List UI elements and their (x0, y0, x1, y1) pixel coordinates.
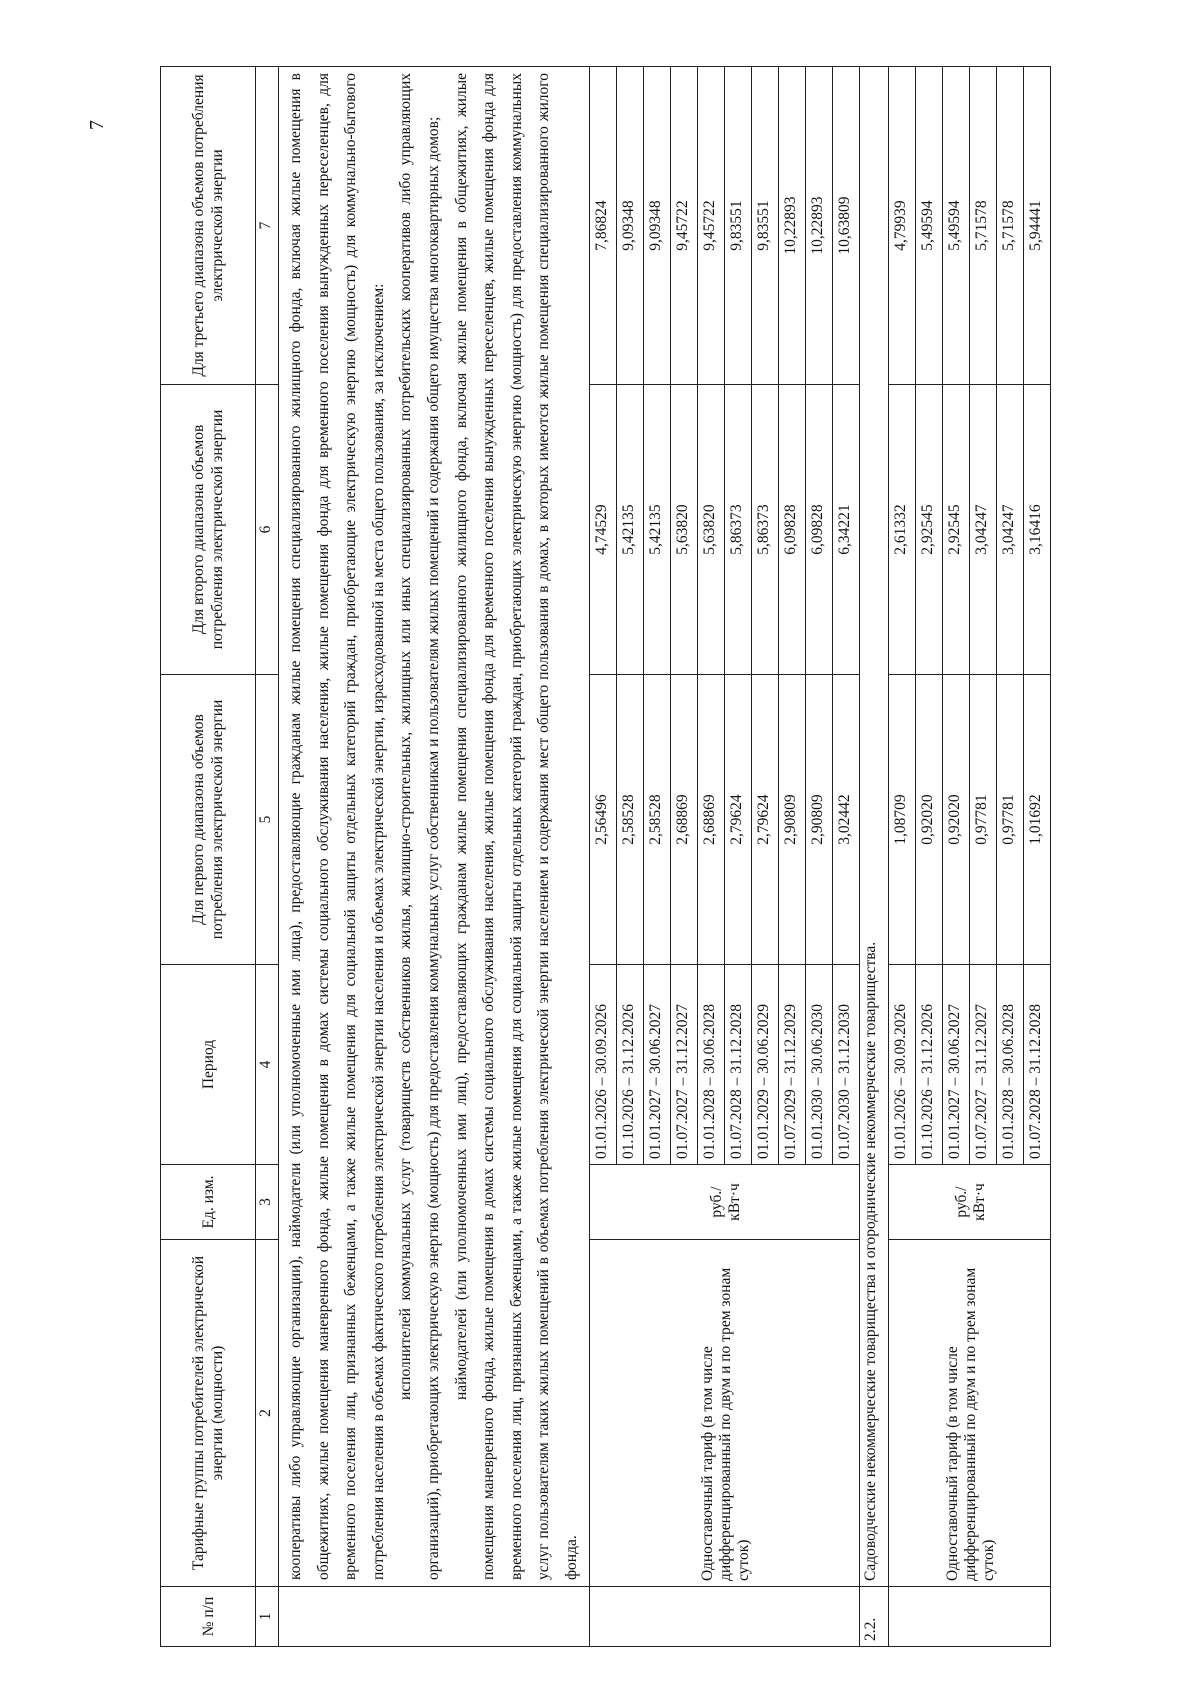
description-paragraph: наймодателей (или уполномоченных ими лиц), предоставляющих гражданам жилые помещения специализированного жилищного фонда, включая жилые помещения в общежитиях, жилые помещения маневренного фонда, жилые помещения в домах системы социального обслуживания населения, жилые помещения фонда для временного поселения вынужденных переселенцев, жилые помещения фонда для временного поселения лиц, признанных беженцами, а также жилые помещения для социальной защиты отдельных категорий граждан, приобретающих электрическую энергию (мощность) для предоставления коммунальных услуг пользователям таких жилых помещений в объемах потребления электрической энергии населением и содержания мест общего пользования в домах, в которых имеются жилые помещения специализированного жилого фонда. (452, 73, 580, 1580)
tariff-label: Одноставочный тариф (в том числе дифференцированный по двум и по трем зонам суток) (888, 1240, 1050, 1587)
description-paragraph: кооперативы либо управляющие организации), наймодатели (или уполномоченные ими лица), предоставляющие гражданам жилые помещения специализированного жилищного фонда, включая жилые помещения в общежитиях, жилые помещения маневренного фонда, жилые помещения в домах системы социального обслуживания населения, жилые помещения фонда для временного поселения вынужденных переселенцев, для временного поселения лиц, признанных беженцами, а также жилые помещения для социальной защиты отдельных категорий граждан, приобретающие электрическую энергию (мощность) для коммунально-бытового потребления населения в объемах фактического потребления электрической энергии населения и объемах электрической энергии, израсходованной на места общего пользования, за исключением: (287, 73, 387, 1580)
range3-value: 10,22893 (805, 67, 832, 385)
range1-value: 2,79624 (724, 675, 751, 965)
header-cell-range1: Для первого диапазона объемов потребления электрической энергии (161, 675, 256, 965)
column-number: 1 (256, 1587, 279, 1647)
period-cell: 01.01.2030 – 30.06.2030 (805, 965, 832, 1165)
period-cell: 01.01.2026 – 30.09.2026 (888, 965, 915, 1165)
period-cell: 01.07.2027 – 31.12.2027 (670, 965, 697, 1165)
header-cell-num: № п/п (161, 1587, 256, 1647)
rotated-table-wrapper (160, 67, 1044, 1647)
period-cell: 01.01.2029 – 30.06.2029 (751, 965, 778, 1165)
range1-value: 2,68869 (697, 675, 724, 965)
range2-value: 2,92545 (915, 385, 942, 675)
period-cell: 01.01.2027 – 30.06.2027 (942, 965, 969, 1165)
range1-value: 0,97781 (969, 675, 996, 965)
column-number: 3 (256, 1165, 279, 1240)
unit-cell: руб./кВт·ч (589, 1165, 859, 1240)
range1-value: 0,92020 (942, 675, 969, 965)
period-cell: 01.01.2028 – 30.06.2028 (697, 965, 724, 1165)
header-cell-range2: Для второго диапазона объемов потребления электрической энергии (161, 385, 256, 675)
header-cell-range3: Для третьего диапазона объемов потребления электрической энергии (161, 67, 256, 385)
range2-value: 5,86373 (751, 385, 778, 675)
column-number: 2 (256, 1240, 279, 1587)
period-cell: 01.01.2027 – 30.06.2027 (643, 965, 670, 1165)
range1-value: 2,58528 (616, 675, 643, 965)
range3-value: 5,49594 (942, 67, 969, 385)
range3-value: 4,79939 (888, 67, 915, 385)
range1-value: 1,01692 (1023, 675, 1050, 965)
range1-value: 0,97781 (996, 675, 1023, 965)
range1-value: 2,56496 (589, 675, 616, 965)
range1-value: 0,92020 (915, 675, 942, 965)
range2-value: 6,09828 (805, 385, 832, 675)
period-cell: 01.07.2028 – 31.12.2028 (724, 965, 751, 1165)
range3-value: 5,94441 (1023, 67, 1050, 385)
description-paragraph: исполнителей коммунальных услуг (товариществ собственников жилья, жилищно-строительных, жилищных или иных специализированных потребительских кооперативов либо управляющих организаций), приобретающих электрическую энергию (мощность) для предоставления коммунальных услуг собственникам и пользователям жилых помещений и содержания общего имущества многоквартирных домов; (397, 73, 442, 1580)
range3-value: 5,71578 (969, 67, 996, 385)
range2-value: 5,86373 (724, 385, 751, 675)
range2-value: 2,61332 (888, 385, 915, 675)
range3-value: 9,09348 (643, 67, 670, 385)
range2-value: 2,92545 (942, 385, 969, 675)
range2-value: 5,63820 (697, 385, 724, 675)
section-title: Садоводческие некоммерческие товарищества и огороднические некоммерческие товарищества. (859, 67, 888, 1587)
column-number: 6 (256, 385, 279, 675)
range3-value: 9,83551 (751, 67, 778, 385)
row-num-cell (888, 1587, 1050, 1647)
range2-value: 3,04247 (969, 385, 996, 675)
period-cell: 01.01.2026 – 30.09.2026 (589, 965, 616, 1165)
column-number: 5 (256, 675, 279, 965)
row-num-cell (589, 1587, 859, 1647)
range3-value: 9,45722 (697, 67, 724, 385)
header-cell-unit: Ед. изм. (161, 1165, 256, 1240)
range2-value: 5,63820 (670, 385, 697, 675)
period-cell: 01.10.2026 – 31.12.2026 (915, 965, 942, 1165)
range2-value: 5,42135 (616, 385, 643, 675)
range3-value: 9,45722 (670, 67, 697, 385)
range1-value: 2,90809 (805, 675, 832, 965)
consumer-group-description (279, 67, 590, 1587)
period-cell: 01.07.2030 – 31.12.2030 (832, 965, 859, 1165)
tariff-table (160, 66, 1051, 1647)
range3-value: 10,63809 (832, 67, 859, 385)
description-num-cell (279, 1587, 590, 1647)
period-cell: 01.07.2027 – 31.12.2027 (969, 965, 996, 1165)
range3-value: 9,83551 (724, 67, 751, 385)
header-cell-group: Тарифные группы потребителей электрической энергии (мощности) (161, 1240, 256, 1587)
header-row (161, 67, 256, 1647)
table-body (161, 67, 1051, 1647)
range1-value: 2,58528 (643, 675, 670, 965)
column-number: 4 (256, 965, 279, 1165)
period-cell: 01.07.2028 – 31.12.2028 (1023, 965, 1050, 1165)
period-cell: 01.01.2028 – 30.06.2028 (996, 965, 1023, 1165)
range3-value: 5,71578 (996, 67, 1023, 385)
column-number-row (256, 67, 279, 1647)
range1-value: 3,02442 (832, 675, 859, 965)
header-cell-period: Период (161, 965, 256, 1165)
tariff-row (589, 67, 616, 1647)
section-number: 2.2. (859, 1587, 888, 1647)
range1-value: 2,79624 (751, 675, 778, 965)
description-row (279, 67, 590, 1647)
page-number: 7 (85, 120, 108, 130)
tariff-row (888, 67, 915, 1647)
range1-value: 2,68869 (670, 675, 697, 965)
column-number: 7 (256, 67, 279, 385)
range3-value: 7,86824 (589, 67, 616, 385)
tariff-label: Одноставочный тариф (в том числе дифференцированный по двум и по трем зонам суток) (589, 1240, 859, 1587)
section-2-2-row (859, 67, 888, 1647)
range2-value: 4,74529 (589, 385, 616, 675)
range1-value: 2,90809 (778, 675, 805, 965)
range2-value: 3,16416 (1023, 385, 1050, 675)
range3-value: 5,49594 (915, 67, 942, 385)
range2-value: 3,04247 (996, 385, 1023, 675)
unit-cell: руб./кВт·ч (888, 1165, 1050, 1240)
range2-value: 6,09828 (778, 385, 805, 675)
range3-value: 9,09348 (616, 67, 643, 385)
period-cell: 01.07.2029 – 31.12.2029 (778, 965, 805, 1165)
period-cell: 01.10.2026 – 31.12.2026 (616, 965, 643, 1165)
range2-value: 6,34221 (832, 385, 859, 675)
range3-value: 10,22893 (778, 67, 805, 385)
range2-value: 5,42135 (643, 385, 670, 675)
range1-value: 1,08709 (888, 675, 915, 965)
